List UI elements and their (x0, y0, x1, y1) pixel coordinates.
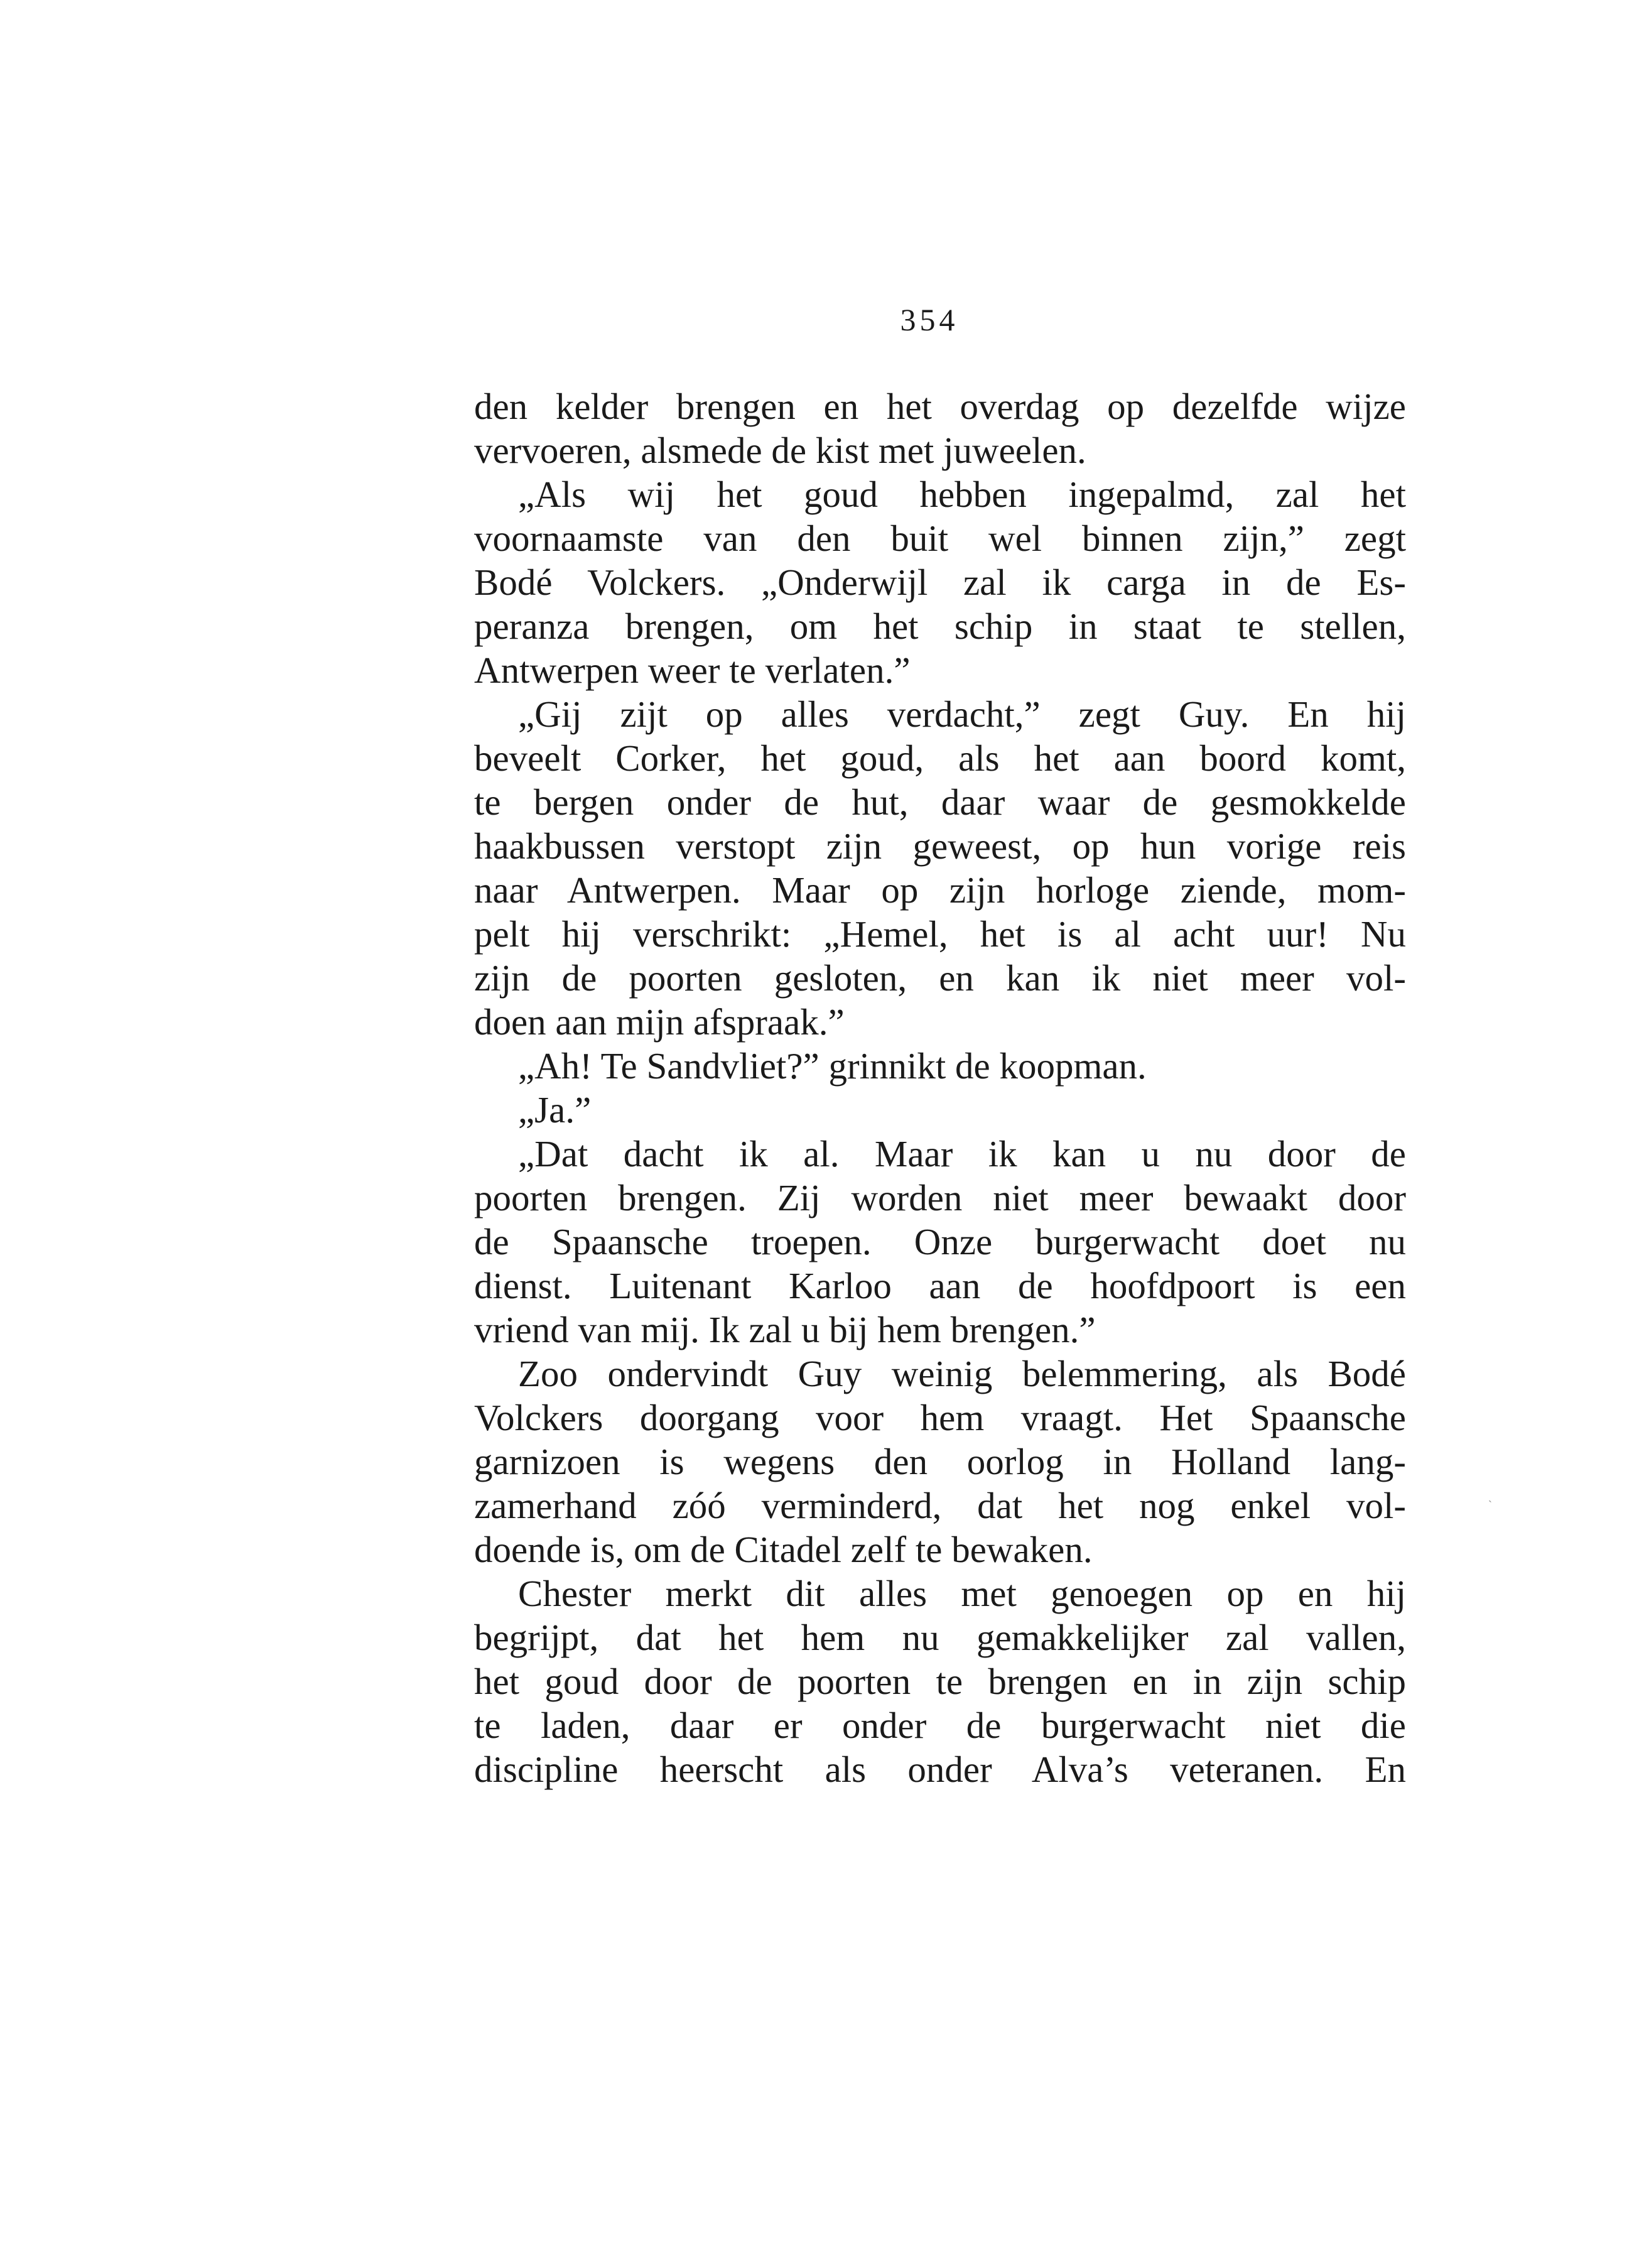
text-line: poorten brengen. Zij worden niet meer bewaakt door (474, 1177, 1406, 1218)
text-line: te laden, daar er onder de burgerwacht niet die (474, 1705, 1406, 1746)
text-line: vervoeren, alsmede de kist met juweelen. (474, 430, 1086, 471)
text-line: garnizoen is wegens den oorlog in Holland lang- (474, 1441, 1406, 1482)
text-line: „Dat dacht ik al. Maar ik kan u nu door de (518, 1133, 1406, 1175)
text-line: naar Antwerpen. Maar op zijn horloge ziende, mom- (474, 869, 1406, 911)
stray-ink-mark: ˏ (1488, 1490, 1492, 1502)
text-line: „Ah! Te Sandvliet?” grinnikt de koopman. (518, 1045, 1147, 1087)
text-line: beveelt Corker, het goud, als het aan boord komt, (474, 737, 1406, 779)
text-line: zijn de poorten gesloten, en kan ik niet meer vol- (474, 957, 1406, 999)
text-line: Antwerpen weer te verlaten.” (474, 649, 911, 691)
text-line: „Ja.” (518, 1089, 592, 1131)
body-text (474, 384, 1406, 1791)
text-line: de Spaansche troepen. Onze burgerwacht doet nu (474, 1221, 1406, 1262)
text-line: Bodé Volckers. „Onderwijl zal ik carga in de Es- (474, 562, 1406, 603)
page-number: 354 (900, 302, 959, 337)
text-line: Volckers doorgang voor hem vraagt. Het Spaansche (474, 1397, 1406, 1438)
text-line: den kelder brengen en het overdag op dezelfde wijze (474, 386, 1406, 427)
text-line: zamerhand zóó verminderd, dat het nog enkel vol- (474, 1485, 1406, 1526)
text-line: vriend van mij. Ik zal u bij hem brengen.” (474, 1309, 1096, 1350)
text-line: haakbussen verstopt zijn geweest, op hun vorige reis (474, 825, 1406, 867)
text-line: het goud door de poorten te brengen en in zijn schip (474, 1661, 1406, 1702)
text-line: Chester merkt dit alles met genoegen op en hij (518, 1573, 1406, 1614)
text-line: „Als wij het goud hebben ingepalmd, zal het (518, 474, 1406, 515)
text-line: dienst. Luitenant Karloo aan de hoofdpoort is een (474, 1265, 1406, 1306)
text-line: pelt hij verschrikt: „Hemel, het is al acht uur! Nu (474, 913, 1406, 955)
text-line: Zoo ondervindt Guy weinig belemmering, als Bodé (518, 1353, 1406, 1394)
text-line: te bergen onder de hut, daar waar de gesmokkelde (474, 781, 1406, 823)
text-line: doende is, om de Citadel zelf te bewaken. (474, 1529, 1093, 1570)
text-line: peranza brengen, om het schip in staat te stellen, (474, 605, 1406, 647)
text-line: „Gij zijt op alles verdacht,” zegt Guy. En hij (518, 693, 1406, 735)
text-line: discipline heerscht als onder Alva’s veteranen. En (474, 1749, 1406, 1790)
text-line: voornaamste van den buit wel binnen zijn,” zegt (474, 518, 1406, 559)
text-line: begrijpt, dat het hem nu gemakkelijker zal vallen, (474, 1617, 1406, 1658)
text-line: doen aan mijn afspraak.” (474, 1001, 845, 1043)
